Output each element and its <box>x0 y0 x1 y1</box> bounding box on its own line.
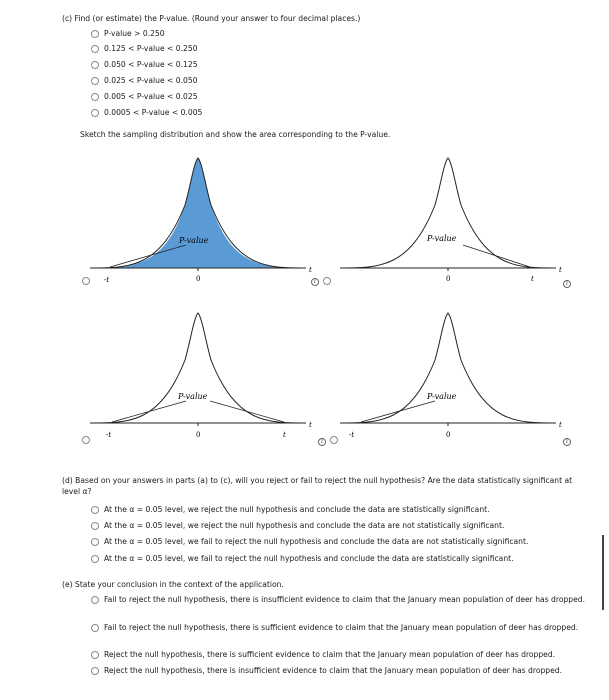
pvalue-option-label-2: 0.125 < P-value < 0.250 <box>104 44 198 53</box>
graph-4-t-label: t <box>559 421 562 429</box>
conclusion-e-radio-2[interactable] <box>91 624 99 632</box>
pvalue-option-radio-1[interactable] <box>91 30 99 38</box>
part-d-question: (d) Based on your answers in parts (a) to (c), will you reject or fail to reject the null hypothesis? Are the data statistically significant at level α? <box>62 476 573 496</box>
conclusion-d-label-3: At the α = 0.05 level, we fail to reject the null hypothesis and conclude the data are not statistically significant. <box>104 537 529 546</box>
graph-1-pvalue-label: P-value <box>179 236 209 245</box>
pvalue-option-label-3: 0.050 < P-value < 0.125 <box>104 60 198 69</box>
graph-3-zero-label: 0 <box>196 431 201 439</box>
graph-4-pvalue-arrow <box>361 401 435 422</box>
graph-3-pvalue-arrow-right <box>210 401 284 422</box>
graph-3-t-label: t <box>283 431 286 439</box>
graph-1-shaded-area <box>110 158 286 268</box>
conclusion-e-label-1: Fail to reject the null hypothesis, there is insufficient evidence to claim that the January mean population of deer has dropped. <box>104 595 586 604</box>
conclusion-e-label-3: Reject the null hypothesis, there is sufficient evidence to claim that the January mean population of deer has dropped. <box>104 650 556 659</box>
graph-1-zero-label: 0 <box>196 275 201 283</box>
conclusion-e-radio-3[interactable] <box>91 651 99 659</box>
graph-1-t-label: t <box>309 266 312 274</box>
conclusion-e-label-4: Reject the null hypothesis, there is insufficient evidence to claim that the January mean population of deer has dropped. <box>104 666 563 675</box>
graph-option-radio-3[interactable] <box>82 436 90 444</box>
graph-3-pvalue-label: P-value <box>178 392 208 401</box>
graph-option-radio-2[interactable] <box>323 277 331 285</box>
part-e-question: (e) State your conclusion in the context of the application. <box>62 580 284 589</box>
graph-2-right-tail <box>335 150 575 285</box>
graph-option-radio-1[interactable] <box>82 277 90 285</box>
pvalue-option-radio-5[interactable] <box>91 93 99 101</box>
graph-4-zero-label: 0 <box>446 431 451 439</box>
graph-2-info-icon[interactable]: i <box>563 280 571 288</box>
graph-3-t-axis-label: t <box>309 421 312 429</box>
conclusion-d-radio-4[interactable] <box>91 555 99 563</box>
graph-3-neg-t-label: -t <box>106 431 112 439</box>
scrollbar[interactable] <box>602 535 604 610</box>
conclusion-d-label-2: At the α = 0.05 level, we reject the null hypothesis and conclude the data are not statistically significant. <box>104 521 505 530</box>
graph-3-pvalue-arrow-left <box>112 401 186 422</box>
conclusion-e-radio-1[interactable] <box>91 596 99 604</box>
graph-2-t-label: t <box>531 275 534 283</box>
graph-1-left-tail <box>90 150 330 285</box>
pvalue-option-label-4: 0.025 < P-value < 0.050 <box>104 76 198 85</box>
conclusion-d-label-1: At the α = 0.05 level, we reject the null hypothesis and conclude the data are statistically significant. <box>104 505 490 514</box>
graph-3-two-tail <box>90 305 330 445</box>
graph-4-left-tail <box>335 305 575 445</box>
conclusion-d-radio-1[interactable] <box>91 506 99 514</box>
pvalue-option-label-6: 0.0005 < P-value < 0.005 <box>104 108 203 117</box>
pvalue-option-radio-2[interactable] <box>91 45 99 53</box>
graph-1-info-icon[interactable]: i <box>311 278 319 286</box>
pvalue-option-label-5: 0.005 < P-value < 0.025 <box>104 92 198 101</box>
conclusion-d-radio-3[interactable] <box>91 538 99 546</box>
graph-4-info-icon[interactable]: i <box>563 438 571 446</box>
graph-2-curve <box>340 158 556 268</box>
graph-4-pvalue-label: P-value <box>427 392 457 401</box>
pvalue-option-label-1: P-value > 0.250 <box>104 29 165 38</box>
graph-3-info-icon[interactable]: i <box>318 438 326 446</box>
graph-4-curve <box>340 313 556 423</box>
pvalue-option-radio-4[interactable] <box>91 77 99 85</box>
conclusion-e-radio-4[interactable] <box>91 667 99 675</box>
graph-2-zero-label: 0 <box>446 275 451 283</box>
sketch-prompt: Sketch the sampling distribution and show the area corresponding to the P-value. <box>80 130 391 139</box>
graph-1-neg-t-label: -t <box>104 276 110 284</box>
pvalue-option-radio-6[interactable] <box>91 109 99 117</box>
conclusion-d-label-4: At the α = 0.05 level, we fail to reject the null hypothesis and conclude the data are statistically significant. <box>104 554 514 563</box>
conclusion-d-radio-2[interactable] <box>91 522 99 530</box>
graph-3-curve <box>90 313 306 423</box>
graph-2-pvalue-label: P-value <box>427 234 457 243</box>
graph-2-t-axis-label: t <box>559 266 562 274</box>
conclusion-e-label-2: Fail to reject the null hypothesis, there is sufficient evidence to claim that the January mean population of deer has dropped. <box>104 623 579 632</box>
graph-4-neg-t-label: -t <box>349 431 355 439</box>
graph-2-pvalue-arrow <box>463 245 530 267</box>
pvalue-option-radio-3[interactable] <box>91 61 99 69</box>
part-c-question: (c) Find (or estimate) the P-value. (Round your answer to four decimal places.) <box>62 14 361 23</box>
